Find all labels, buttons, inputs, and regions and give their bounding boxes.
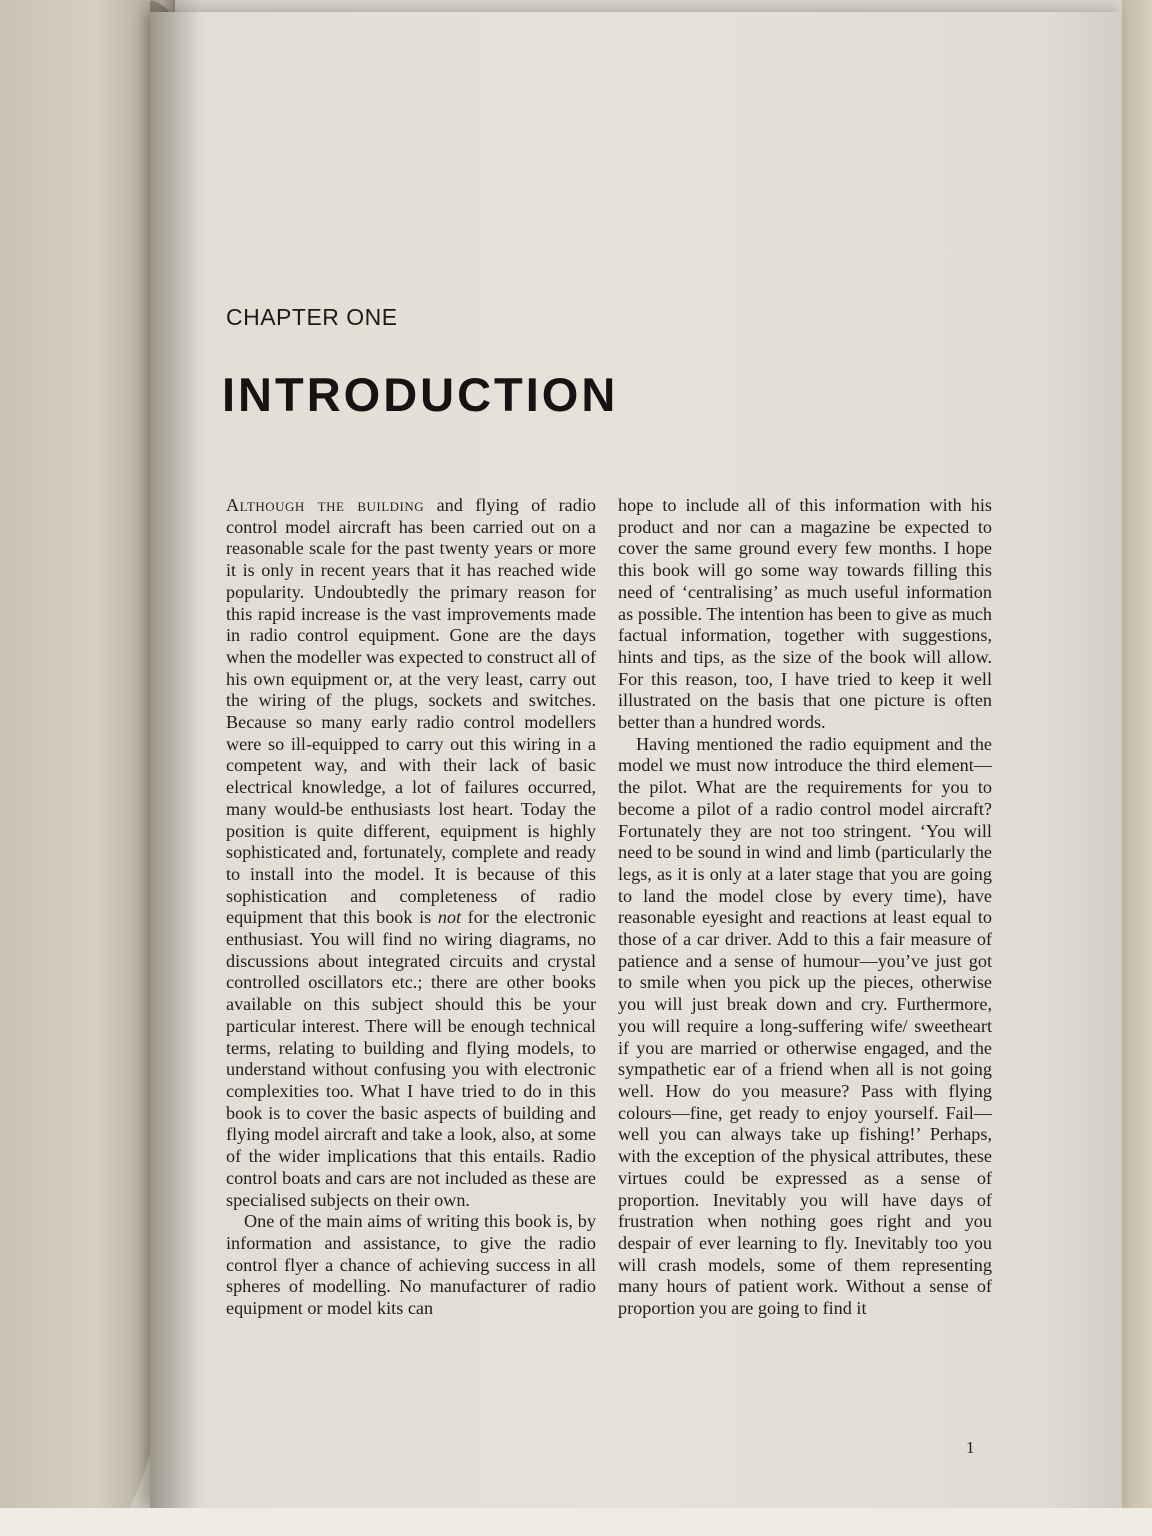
chapter-label: CHAPTER ONE: [226, 304, 398, 330]
emphasis-text: not: [437, 907, 462, 928]
text-column-right: [618, 495, 992, 1320]
paragraph: [226, 495, 596, 1211]
page-number: 1: [966, 1438, 975, 1457]
left-facing-page: [0, 0, 175, 1536]
page-edge-strip: [1122, 0, 1152, 1536]
paragraph: Having mentioned the radio equipment and the model we must now introduce the third element—the pilot. What are the requirements for you to become a pilot of a radio control model aircraft? Fortunately they are not too stringent. ‘You will need to be sound in wind and limb (particularly the legs, as it is only at a later stage that you are going to land the model close by every time), have reasonable eyesight and reactions at least equal to those of a car driver. Add to this a fair measure of patience and a sense of humour—you’ve just got to smile when you pick up the pieces, otherwise you will just break down and cry. Furthermore, you will require a long-suffering wife/ sweetheart if you are married or otherwise engaged, and the sympathetic ear of a friend when all is not going well. How do you measure? Pass with flying colours—fine, get ready to enjoy yourself. Fail—well you can always take up fishing!’ Perhaps, with the exception of the physical attributes, these virtues could be expressed as a sense of proportion. Inevitably you will have days of frustration when nothing goes right and you despair of ever learning to fly. Inevitably too you will crash models, some of them representing many hours of patient work. Without a sense of proportion you are going to find it: [618, 733, 992, 1319]
paragraph-text: and flying of radio control model aircraft has been carried out on a reasonable scale for the past twenty years or more it is only in recent years that it has reached wide popularity. Undoubtedly the primary reason for this rapid increase is the vast improvements made in radio control equipment. Gone are the days when the modeller was expected to construct all of his own equipment or, at the very least, carry out the wiring of the plugs, sockets and switches. Because so many early radio control modellers were so ill-equipped to carry out this wiring in a competent way, and with their lack of basic electrical knowledge, a lot of failures occurred, many would-be enthusiasts lost heart. Today the position is quite different, equipment is highly sophisticated and, fortunately, complete and ready to install into the model. It is because of this sophistication and completeness of radio equipment that this book is: [226, 495, 596, 928]
text-column-left: [226, 495, 596, 1320]
spine-shadow: [150, 0, 200, 1536]
lead-in-smallcaps: Although the building: [226, 495, 425, 515]
book-page: [150, 12, 1122, 1508]
paragraph-text: for the electronic enthusiast. You will find no wiring diagrams, no discussions about integrated circuits and crystal controlled oscillators etc.; there are other books available on this subject should this be your particular interest. There will be enough technical terms, relating to building and flying models, to understand without confusing you with electronic complexities too. What I have tried to do in this book is to cover the basic aspects of building and flying model aircraft and take a look, also, at some of the wider implications that this entails. Radio control boats and cars are not included as these are specialised subjects on their own.: [226, 907, 596, 1210]
paragraph: One of the main aims of writing this book is, by information and assistance, to give the radio control flyer a chance of achieving success in all spheres of modelling. No manufacturer of radio equipment or model kits can: [226, 1211, 596, 1319]
chapter-title: INTRODUCTION: [222, 368, 619, 421]
table-surface: [0, 1508, 1152, 1536]
paragraph: hope to include all of this information with his product and nor can a magazine be expected to cover the same ground every few months. I hope this book will go some way towards filling this need of ‘centralising’ as much useful information as possible. The intention has been to give as much factual information, together with suggestions, hints and tips, as the size of the book will allow. For this reason, too, I have tried to keep it well illustrated on the basis that one picture is often better than a hundred words.: [618, 495, 992, 733]
